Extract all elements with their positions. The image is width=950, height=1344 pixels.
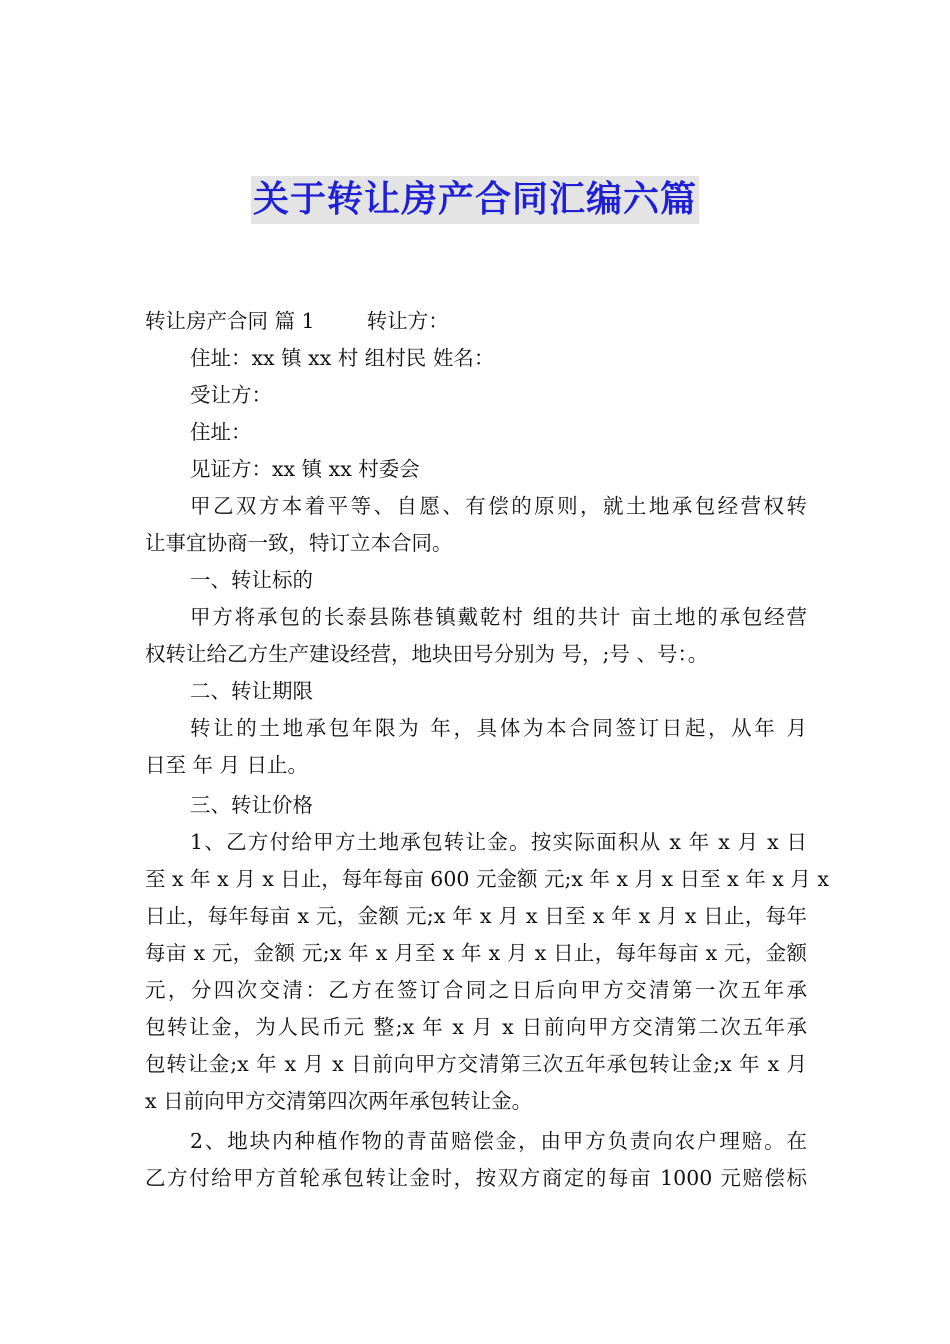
- heading-line-parties: 转让房产合同 篇 1 转让方：: [145, 309, 449, 333]
- paragraph-line: 至 x 年 x 月 x 日止，每年每亩 600 元金额 元;x 年 x 月 x 日至 x 年 x 月 x: [145, 867, 829, 891]
- paragraph-line: 乙方付给甲方首轮承包转让金时，按双方商定的每亩 1000 元赔偿标: [145, 1166, 807, 1190]
- paragraph-line: 让事宜协商一致，特订立本合同。: [145, 531, 453, 555]
- witness-line: 见证方：xx 镇 xx 村委会: [190, 457, 420, 481]
- title-container: [0, 176, 950, 224]
- paragraph-line: 转让的土地承包年限为 年，具体为本合同签订日起，从年 月: [190, 716, 807, 740]
- document-body: [145, 303, 829, 1197]
- paragraph-line: 甲乙双方本着平等、自愿、有偿的原则，就土地承包经营权转: [190, 494, 807, 518]
- transferee-line: 受让方：: [190, 383, 272, 407]
- paragraph-line: 2、地块内种植作物的青苗赔偿金，由甲方负责向农户理赔。在: [190, 1129, 807, 1153]
- paragraph-line: 权转让给乙方生产建设经营，地块田号分别为 号，;号 、号：。: [145, 642, 709, 666]
- paragraph-line: x 日前向甲方交清第四次两年承包转让金。: [145, 1089, 533, 1113]
- paragraph-line: 包转让金，为人民币元 整;x 年 x 月 x 日前向甲方交清第二次五年承: [145, 1015, 807, 1039]
- paragraph-line: 甲方将承包的长泰县陈巷镇戴乾村 组的共计 亩土地的承包经营: [190, 605, 807, 629]
- paragraph-line: 元，分四次交清：乙方在签订合同之日后向甲方交清第一次五年承: [145, 978, 807, 1002]
- paragraph-line: 包转让金;x 年 x 月 x 日前向甲方交清第三次五年承包转让金;x 年 x 月: [145, 1052, 807, 1076]
- address-line: 住址：xx 镇 xx 村 组村民 姓名：: [190, 346, 495, 370]
- section-heading: 三、转让价格: [190, 793, 313, 817]
- paragraph-line: 每亩 x 元，金额 元;x 年 x 月至 x 年 x 月 x 日止，每年每亩 x 元，金额: [145, 941, 807, 965]
- document-title: 关于转让房产合同汇编六篇: [251, 176, 699, 224]
- transferee-address-line: 住址：: [190, 420, 252, 444]
- paragraph-line: 日止，每年每亩 x 元，金额 元;x 年 x 月 x 日至 x 年 x 月 x 日止，每年: [145, 904, 807, 928]
- paragraph-line: 日至 年 月 日止。: [145, 753, 309, 777]
- section-heading: 一、转让标的: [190, 568, 313, 592]
- paragraph-line: 1、乙方付给甲方土地承包转让金。按实际面积从 x 年 x 月 x 日: [190, 830, 807, 854]
- section-heading: 二、转让期限: [190, 679, 313, 703]
